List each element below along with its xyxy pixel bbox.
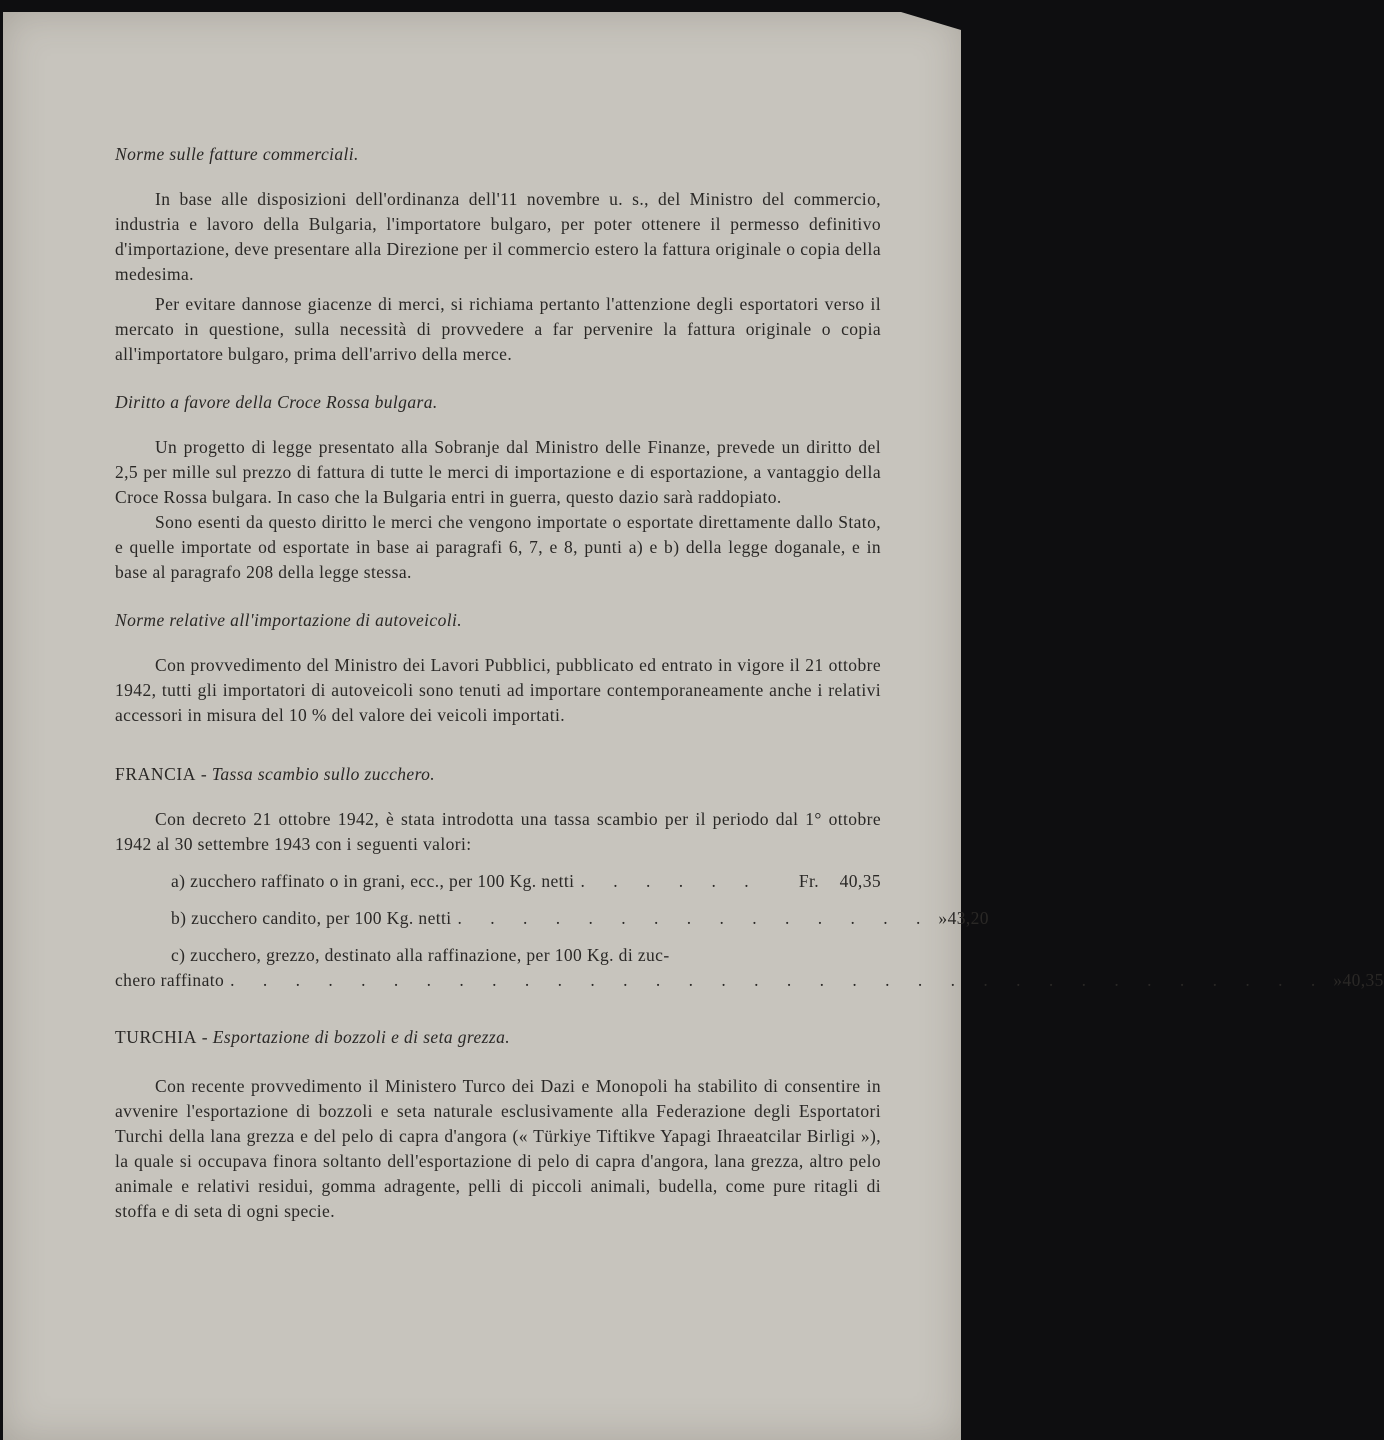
paragraph: Un progetto di legge presentato alla Sobranje dal Ministro delle Finanze, prevede un diritto del 2,5 per mille sul prezzo di fattura di tutte le merci di importazione e di esportazione, a vantaggio della Croce Rossa bulgara. In caso che la Bulgaria entri in guerra, questo dazio sarà raddopiato. [115, 437, 881, 507]
document-page [3, 12, 1384, 1440]
tax-item-currency: Fr. [798, 871, 819, 891]
paragraph: Con recente provvedimento il Ministero Turco dei Dazi e Monopoli ha stabilito di consentire in avvenire l'esportazione di bozzoli e seta naturale esclusivamente alla Federazione degli Esportatori Turchi della lana grezza e del pelo di capra d'angora (« Türkiye Tiftikve Yapagi Ihraeatcilar Birligi »), la quale si occupava finora soltanto dell'esportazione di pelo di capra d'angora, lana grezza, altro pelo animale e relativi residui, gomma adragente, pelli di piccoli animali, budella, come pure ritagli di stoffa e di seta di ogni specie. [115, 1076, 881, 1221]
leader-dots: . . . . . . [580, 871, 761, 891]
section-heading: FRANCIA - Tassa scambio sullo zucchero. [115, 764, 436, 784]
paragraph: Con provvedimento del Ministro dei Lavori Pubblici, pubblicato ed entrato in vigore il 21 ottobre 1942, tutti gli importatori di autoveicoli sono tenuti ad importare contemporaneamente anche i relativi accessori in misura del 10 % del valore dei veicoli importati. [115, 655, 881, 725]
section-turchia [115, 1025, 881, 1224]
leader-dots: . . . . . . . . . . . . . . . . . . . . . . . . . . . . . . . . . . [230, 970, 1328, 990]
section-title: Esportazione di bozzoli e di seta grezza. [212, 1027, 510, 1047]
tax-item-c-last-line [115, 968, 1384, 993]
tax-item-currency: » [1333, 970, 1343, 990]
tax-item-label: c) zucchero, grezzo, destinato alla raffinazione, per 100 Kg. di zuc- [171, 945, 670, 965]
leader-dots: . . . . . . . . . . . . . . . [457, 908, 933, 928]
paragraph: Con decreto 21 ottobre 1942, è stata introdotta una tassa scambio per il periodo dal 1° ottobre 1942 al 30 settembre 1943 con i seguenti valori: [115, 809, 881, 854]
tax-item-c [115, 943, 1384, 993]
page-corner [901, 12, 961, 30]
country-name: FRANCIA [115, 764, 197, 784]
section-heading: Diritto a favore della Croce Rossa bulgara. [115, 392, 438, 412]
tax-item-amount: 40,35 [839, 871, 881, 891]
section-heading: Norme relative all'importazione di autoveicoli. [115, 610, 463, 630]
section-francia [115, 762, 1384, 993]
tax-item-amount: 43,20 [947, 908, 989, 928]
section-fatture [115, 142, 881, 367]
section-title: Tassa scambio sullo zucchero. [211, 764, 436, 784]
page-content [115, 142, 1384, 1224]
country-name: TURCHIA [115, 1027, 197, 1047]
tax-item-label: b) zucchero candito, per 100 Kg. netti [171, 908, 452, 928]
section-autoveicoli [115, 608, 881, 728]
tax-item-a [115, 869, 881, 894]
tax-item-currency: » [938, 908, 948, 928]
section-croce-rossa [115, 390, 881, 585]
tax-item-amount: 40,35 [1342, 970, 1384, 990]
section-heading: TURCHIA - Esportazione di bozzoli e di seta grezza. [115, 1027, 510, 1047]
tax-item-label-cont: chero raffinato [115, 970, 225, 990]
paragraph: In base alle disposizioni dell'ordinanza dell'11 novembre u. s., del Ministro del commercio, industria e lavoro della Bulgaria, l'importatore bulgaro, per poter ottenere il permesso definitivo d'importazione, deve presentare alla Direzione per il commercio estero la fattura originale o copia della medesima. [115, 189, 881, 284]
tax-item-b [115, 906, 989, 931]
tax-item-label: a) zucchero raffinato o in grani, ecc., per 100 Kg. netti [171, 871, 575, 891]
paragraph: Sono esenti da questo diritto le merci che vengono importate o esportate direttamente dallo Stato, e quelle importate od esportate in base ai paragrafi 6, 7, e 8, punti a) e b) della legge doganale, e in base al paragrafo 208 della legge stessa. [115, 512, 881, 582]
paragraph: Per evitare dannose giacenze di merci, si richiama pertanto l'attenzione degli esportatori verso il mercato in questione, sulla necessità di provvedere a far pervenire la fattura originale o copia all'importatore bulgaro, prima dell'arrivo della merce. [115, 294, 881, 364]
section-heading: Norme sulle fatture commerciali. [115, 144, 359, 164]
